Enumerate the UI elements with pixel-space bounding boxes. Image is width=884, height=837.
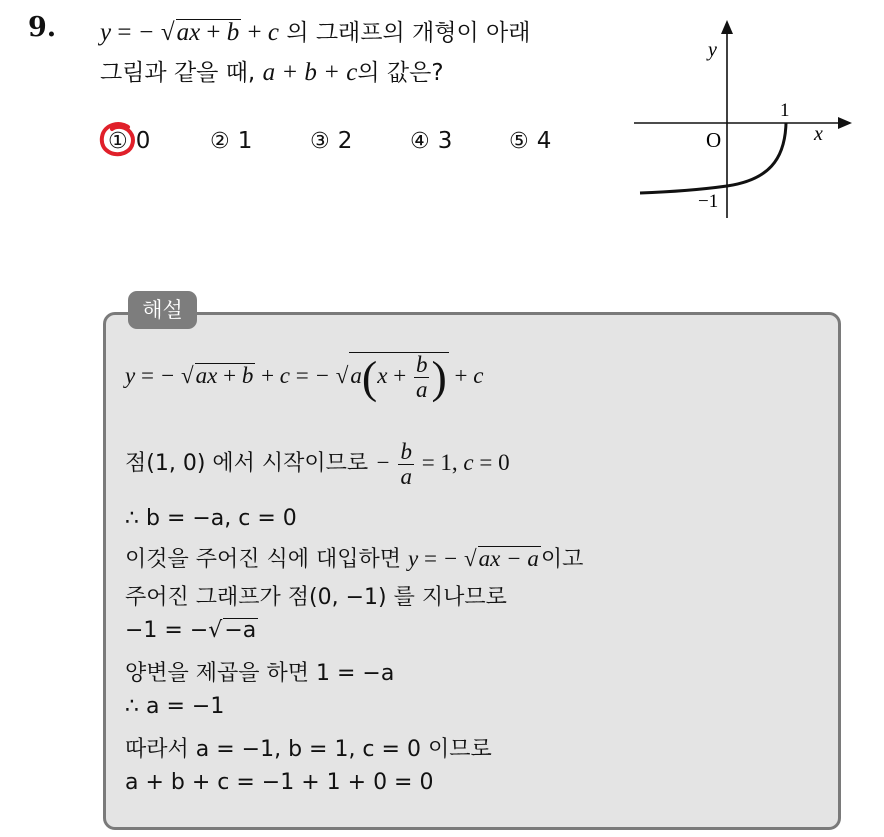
choice-4-value: 3	[437, 128, 453, 154]
origin-label: O	[706, 128, 722, 152]
solution-line-2-text: 점(1, 0) 에서 시작이므로	[125, 450, 369, 476]
solution-line-8: ∴ a = −1	[125, 694, 225, 719]
choice-4[interactable]	[410, 128, 452, 154]
choice-5-number: ⑤	[509, 129, 529, 154]
question-line-2	[100, 54, 444, 87]
choice-3-number: ③	[310, 129, 330, 154]
solution-tab: 해설	[128, 291, 197, 329]
solution-line-9: 따라서 a = −1, b = 1, c = 0 이므로	[125, 737, 492, 762]
choice-1-value: 0	[135, 128, 151, 154]
choice-2-value: 1	[237, 128, 253, 154]
solution-line-6-text: −1 = −	[125, 618, 209, 643]
solution-line-4-text: 이것을 주어진 식에 대입하면	[125, 547, 402, 572]
solution-line-6: −1 = −√−a	[125, 618, 257, 643]
choice-3-value: 2	[337, 128, 353, 154]
question-text-2: 그림과 같을 때,	[100, 60, 256, 86]
solution-line-10: a + b + c = −1 + 1 + 0 = 0	[125, 770, 434, 795]
solution-line-6-root: −a	[224, 618, 257, 643]
question-expr: a + b + c	[262, 59, 358, 86]
solution-line-4: 이것을 주어진 식에 대입하면 y = − √ax − a이고	[125, 546, 584, 572]
x-axis-arrow	[838, 117, 852, 129]
choice-1[interactable]	[108, 128, 150, 154]
y-intercept-label: −1	[698, 191, 719, 212]
x-axis-label: x	[814, 123, 823, 145]
y-axis-arrow	[721, 20, 733, 34]
choice-2-number: ②	[210, 129, 230, 154]
solution-line-3: ∴ b = −a, c = 0	[125, 506, 297, 531]
question-equation: y = − √ax + b + c	[100, 19, 279, 46]
question-number: 9.	[28, 12, 57, 43]
y-axis-label: y	[708, 39, 717, 61]
question-text-1: 의 그래프의 개형이 아래	[286, 20, 531, 46]
question-line-1	[100, 14, 530, 47]
solution-line-7: 양변을 제곱을 하면 1 = −a	[125, 661, 395, 686]
solution-line-4-tail: 이고	[540, 547, 584, 572]
question-text-3: 의 값은?	[357, 60, 444, 86]
x-intercept-label: 1	[780, 100, 790, 121]
solution-line-5: 주어진 그래프가 점(0, −1) 를 지나므로	[125, 585, 507, 610]
choice-1-number: ①	[108, 129, 128, 154]
choice-2[interactable]	[210, 128, 252, 154]
choice-3[interactable]	[310, 128, 352, 154]
function-graph	[628, 10, 858, 225]
solution-line-2: 점(1, 0) 에서 시작이므로 − $\frac{b}{a}$ = 1, c = 0	[125, 439, 510, 490]
choice-5-value: 4	[536, 128, 552, 154]
choice-5[interactable]	[509, 128, 551, 154]
solution-line-1: y = − √ax + b + c = − √a(x + $\frac{b}{a}$ ) + c	[125, 351, 484, 403]
choice-4-number: ④	[410, 129, 430, 154]
